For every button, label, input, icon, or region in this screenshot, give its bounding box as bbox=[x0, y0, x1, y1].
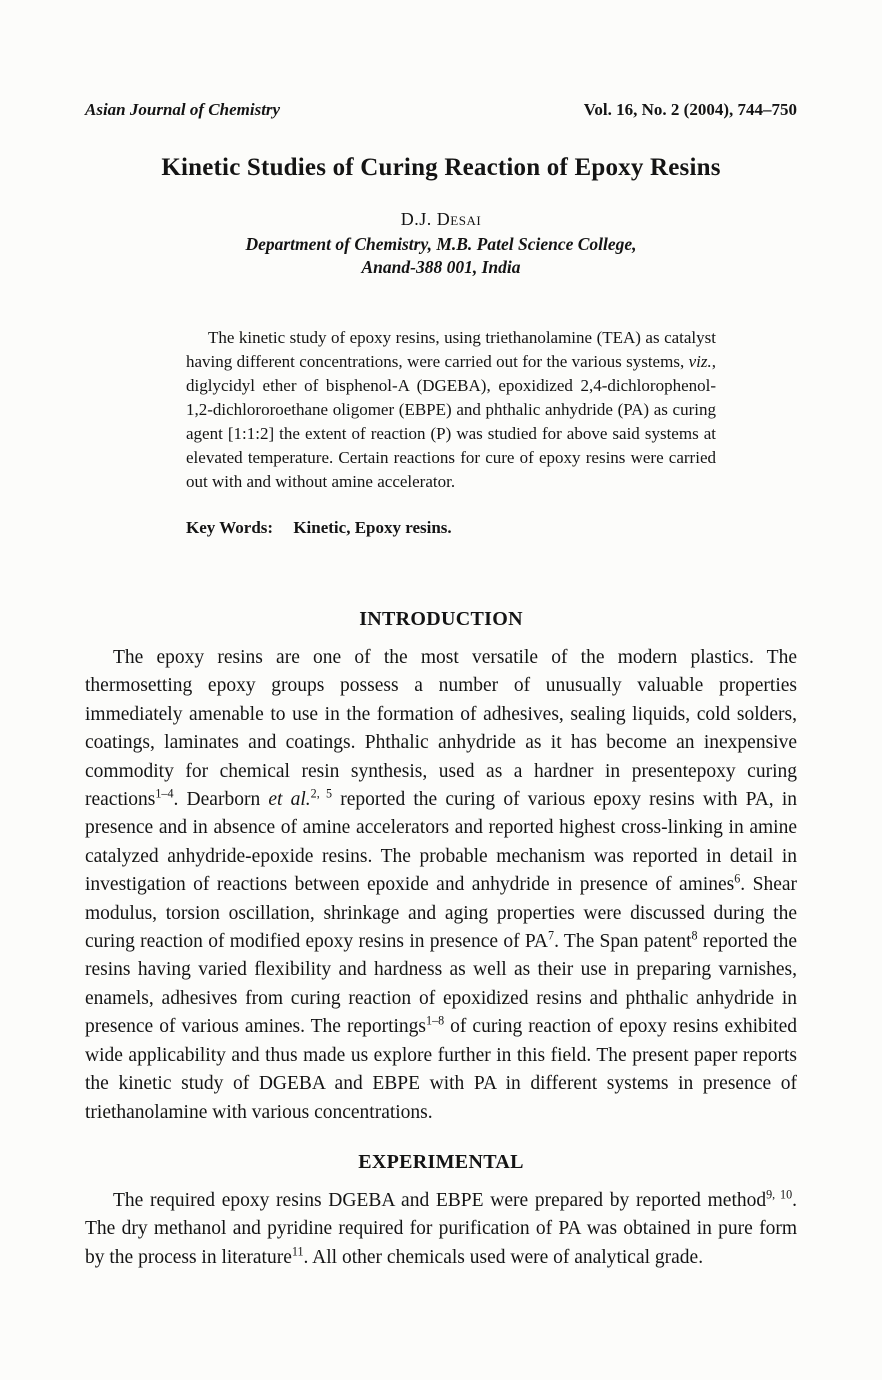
journal-name: Asian Journal of Chemistry bbox=[85, 100, 281, 119]
section-heading-experimental: EXPERIMENTAL bbox=[358, 1150, 524, 1173]
affiliation-line-2: Anand-388 001, India bbox=[361, 257, 521, 277]
section-heading-introduction: INTRODUCTION bbox=[359, 608, 523, 630]
abstract-text: The kinetic study of epoxy resins, using triethanolamine (TEA) as catalyst having different concentrations, were carried out for the various systems, viz., diglycidyl ether of bisphenol-A (DGEBA), epoxidized 2,4-dichlorophenol-1,2-dichlororoethane oligomer (EBPE) and phthalic anhydride (PA) as curing agent [1:1:2] the extent of reaction (P) was studied for above said systems at elevated temperature. Certain reactions for cure of epoxy resins were carried out with and without amine accelerator. bbox=[186, 328, 716, 491]
introduction-paragraph: The epoxy resins are one of the most versatile of the modern plastics. The thermosetting epoxy groups possess a number of unusually valuable properties immediately amenable to use in the formation of adhesives, sealing liquids, cold solders, coatings, laminates and coatings. Phthalic anhydride as it has become an inexpensive commodity for chemical resin synthesis, used as a hardner in presentepoxy curing reactions$^{1-4}$. Dearborn et al.$^{2, 5}$ reported the curing of various epoxy resins with PA, in presence and in absence of amine accelerators and reported highest cross-linking in amine catalyzed anhydride-epoxide resins. The probable mechanism was reported in detail in investigation of reactions between epoxide and anhydride in presence of amines$^6$. Shear modulus, torsion oscillation, shrinkage and aging properties were discussed during the curing reaction of modified epoxy resins in presence of $PA^7$. The Span patent$^8$ reported the resins having varied flexibility and hardness as well as their use in preparing varnishes, enamels, adhesives from curing reaction of epoxidized resins and phthalic anhydride in presence of various amines. The reportings$^{1-8}$ of curing reaction of epoxy resins exhibited wide applicability and thus made us explore further in this field. The present paper reports the kinetic study of DGEBA and EBPE with PA in different systems in presence of triethanolamine with various concentrations. bbox=[85, 647, 798, 1123]
keywords-label: Key Words: bbox=[186, 518, 274, 537]
author-name: D.J. Desai bbox=[400, 209, 482, 229]
article-title: Kinetic Studies of Curing Reaction of Epoxy Resins bbox=[161, 154, 721, 181]
affiliation-line-1: Department of Chemistry, M.B. Patel Science College, bbox=[245, 234, 637, 254]
keywords-text: Kinetic, Epoxy resins. bbox=[293, 518, 452, 537]
page-header bbox=[85, 100, 797, 120]
keywords-line bbox=[186, 518, 716, 538]
experimental-paragraph: The required epoxy resins DGEBA and EBPE were prepared by reported method$^{9, 10}$. The dry methanol and pyridine required for purification of PA was obtained in pure form by the process in literature$^{11}$. All other chemicals used were of analytical grade. bbox=[85, 1187, 797, 1268]
journal-issue-info: Vol. 16, No. 2 (2004), 744–750 bbox=[583, 100, 797, 119]
